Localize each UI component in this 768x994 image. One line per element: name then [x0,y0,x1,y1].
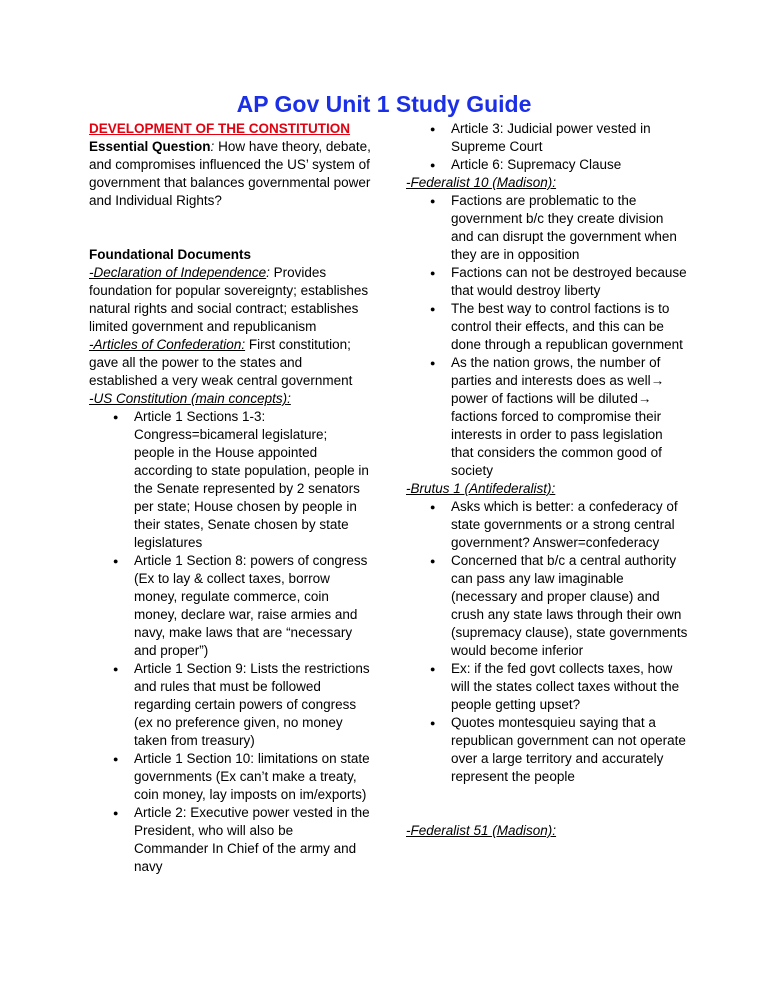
list-item: ● Article 1 Section 10: limitations on state governments (Ex can’t make a treaty, coin money, lay imposts on im/exports) [89,750,371,804]
articles-label: -Articles of Confederation: [89,337,246,352]
list-item: ● Article 3: Judicial power vested in Supreme Court [406,120,688,156]
list-item: ● Factions can not be destroyed because that would destroy liberty [406,264,688,300]
foundational-heading: Foundational Documents [89,247,251,262]
list-item: ● Article 1 Section 8: powers of congress (Ex to lay & collect taxes, borrow money, regulate commerce, coin money, declare war, raise armies and navy, make laws that are “necessary and proper”) [89,552,371,660]
list-item: ● Article 1 Section 9: Lists the restrictions and rules that must be followed regarding certain powers of congress (ex no preference given, no money taken from treasury) [89,660,371,750]
declaration-paragraph [89,264,371,336]
declaration-label: -Declaration of Independence [89,265,267,280]
federalist-10-label: -Federalist 10 (Madison): [406,175,557,190]
constitution-list [89,408,371,876]
list-item: ● As the nation grows, the number of parties and interests does as well→ power of factions will be diluted→ factions forced to compromise their interests in order to pass legislation that considers the common good of society [406,354,688,480]
constitution-list-continued [406,120,688,174]
essential-question-label: Essential Question [89,139,211,154]
list-item: ● Article 6: Supremacy Clause [406,156,688,174]
essential-question [89,138,371,210]
declaration-text: Provides foundation for popular sovereignty; establishes natural rights and social contract; establishes limited government and republicanism [89,265,369,334]
brutus-1-list [406,498,688,786]
list-item: ● Factions are problematic to the government b/c they create division and can disrupt the government when they are in opposition [406,192,688,264]
brutus-1-label: -Brutus 1 (Antifederalist): [406,481,556,496]
federalist-10-list [406,192,688,480]
document-title: AP Gov Unit 1 Study Guide [236,91,532,117]
list-item: ● Article 1 Sections 1-3: Congress=bicameral legislature; people in the House appointed according to state population, people in the Senate represented by 2 senators per state; House chosen by people in their states, Senate chosen by state legislatures [89,408,371,552]
essential-question-colon: : [210,139,215,154]
section-heading: DEVELOPMENT OF THE CONSTITUTION [89,121,351,136]
declaration-colon: : [266,265,270,280]
constitution-label: -US Constitution (main concepts): [89,391,291,406]
essential-question-text: How have theory, debate, and compromises influenced the US’ system of government that balances governmental power and Individual Rights? [89,139,371,208]
list-item: ● Concerned that b/c a central authority can pass any law imaginable (necessary and proper clause) and crush any state laws through their own (supremacy clause), state governments would become inferior [406,552,688,660]
articles-paragraph [89,336,371,390]
list-item: ● Ex: if the fed govt collects taxes, how will the states collect taxes without the people getting upset? [406,660,688,714]
list-item: ● Asks which is better: a confederacy of state governments or a strong central government? Answer=confederacy [406,498,688,552]
left-column [89,120,371,876]
list-item: ● Article 2: Executive power vested in the President, who will also be Commander In Chief of the army and navy [89,804,371,876]
articles-text: First constitution; gave all the power to the states and established a very weak central government [89,337,353,388]
list-item: ● The best way to control factions is to control their effects, and this can be done through a republican government [406,300,688,354]
list-item: ● Quotes montesquieu saying that a republican government can not operate over a large territory and accurately represent the people [406,714,688,786]
federalist-51-label: -Federalist 51 (Madison): [406,823,557,838]
right-column [406,120,688,840]
